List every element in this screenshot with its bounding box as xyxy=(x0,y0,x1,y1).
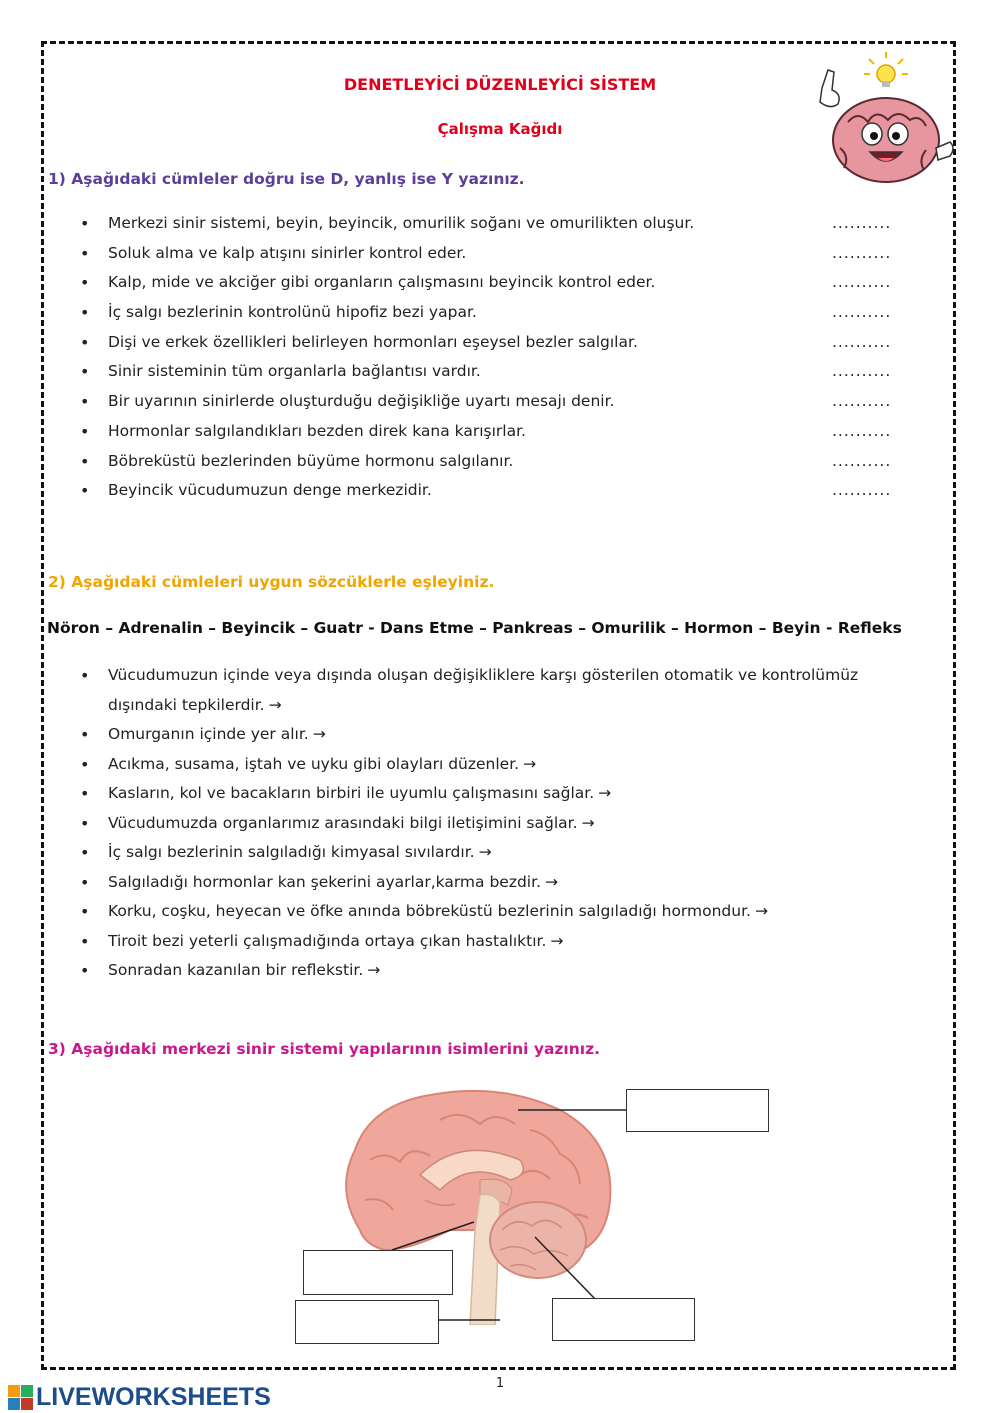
answer-arrow[interactable]: → xyxy=(545,872,558,891)
list-item: • Sonradan kazanılan bir reflekstir. → xyxy=(78,956,928,986)
logo-blocks-icon xyxy=(8,1385,34,1411)
answer-blank[interactable]: .......... xyxy=(832,273,892,292)
word-bank: Nöron – Adrenalin – Beyincik – Guatr - Dans Etme – Pankreas – Omurilik – Hormon – Beyin - Refleks xyxy=(47,619,902,637)
list-item: • Merkezi sinir sistemi, beyin, beyincik, omurilik soğanı ve omurilikten oluşur. .......... xyxy=(78,209,938,239)
answer-arrow[interactable]: → xyxy=(312,725,326,743)
list-item: • Sinir sisteminin tüm organlarla bağlantısı vardır. .......... xyxy=(78,357,938,387)
list-item: • Beyincik vücudumuzun denge merkezidir. .......... xyxy=(78,476,938,506)
answer-box-spinal-cord[interactable] xyxy=(295,1300,439,1344)
question-1: 1) Aşağıdaki cümleler doğru ise D, yanlış ise Y yazınız. xyxy=(48,170,525,188)
liveworksheets-logo xyxy=(8,1383,271,1412)
list-item: • Hormonlar salgılandıkları bezden direk kana karışırlar. .......... xyxy=(78,417,938,447)
list-item: • Korku, coşku, heyecan ve öfke anında böbreküstü bezlerinin salgıladığı hormondur. → xyxy=(78,897,928,927)
list-item: • Soluk alma ve kalp atışını sinirler kontrol eder. .......... xyxy=(78,239,938,269)
answer-box-cerebrum[interactable] xyxy=(626,1089,769,1132)
worksheet-title: DENETLEYİCİ DÜZENLEYİCİ SİSTEM xyxy=(343,75,657,94)
brand-name: LIVEWORKSHEETS xyxy=(36,1383,271,1411)
answer-blank[interactable]: .......... xyxy=(832,392,892,411)
list-item: • Salgıladığı hormonlar kan şekerini ayarlar,karma bezdir. → xyxy=(78,868,928,898)
answer-arrow[interactable]: → xyxy=(581,813,595,832)
answer-arrow[interactable]: → xyxy=(523,754,537,773)
answer-arrow[interactable]: → xyxy=(367,961,381,979)
answer-box-cerebellum[interactable] xyxy=(552,1298,695,1341)
list-item: • Vücudumuzda organlarımız arasındaki bilgi iletişimini sağlar. → xyxy=(78,809,928,839)
list-item: • Tiroit bezi yeterli çalışmadığında ortaya çıkan hastalıktır. → xyxy=(78,927,928,957)
list-item: • Vücudumuzun içinde veya dışında oluşan değişikliklere karşı gösterilen otomatik ve kontrolümüz dışındaki tepkilerdir. → xyxy=(78,661,928,720)
list-item: • İç salgı bezlerinin salgıladığı kimyasal sıvılardır. → xyxy=(78,838,928,868)
list-item: • İç salgı bezlerinin kontrolünü hipofiz bezi yapar. .......... xyxy=(78,298,938,328)
answer-blank[interactable]: .......... xyxy=(832,332,892,351)
question-2: 2) Aşağıdaki cümleleri uygun sözcüklerle eşleyiniz. xyxy=(48,573,495,591)
answer-blank[interactable]: .......... xyxy=(832,303,892,322)
answer-arrow[interactable]: → xyxy=(550,931,564,950)
question-3: 3) Aşağıdaki merkezi sinir sistemi yapılarının isimlerini yazınız. xyxy=(48,1040,601,1058)
list-item: • Kalp, mide ve akciğer gibi organların çalışmasını beyincik kontrol eder. .......... xyxy=(78,268,938,298)
answer-blank[interactable]: .......... xyxy=(832,481,892,500)
page-number: 1 xyxy=(495,1376,505,1391)
list-item: • Bir uyarının sinirlerde oluşturduğu değişikliğe uyartı mesajı denir. .......... xyxy=(78,387,938,417)
list-item: • Kasların, kol ve bacakların birbiri ile uyumlu çalışmasını sağlar. → xyxy=(78,779,928,809)
answer-blank[interactable]: .......... xyxy=(832,214,892,232)
list-item: • Dişi ve erkek özellikleri belirleyen hormonları eşeysel bezler salgılar. .......... xyxy=(78,328,938,358)
answer-blank[interactable]: .......... xyxy=(832,243,892,262)
answer-arrow[interactable]: → xyxy=(478,843,492,861)
answer-blank[interactable]: .......... xyxy=(832,451,892,470)
worksheet-subtitle: Çalışma Kağıdı xyxy=(437,120,563,138)
list-item: • Böbreküstü bezlerinden büyüme hormonu salgılanır. .......... xyxy=(78,447,938,477)
answer-blank[interactable]: .......... xyxy=(832,421,892,440)
answer-arrow[interactable]: → xyxy=(754,902,768,920)
answer-box-medulla[interactable] xyxy=(303,1250,453,1295)
list-item: • Omurganın içinde yer alır. → xyxy=(78,720,928,750)
answer-arrow[interactable]: → xyxy=(268,695,282,714)
list-item: • Acıkma, susama, iştah ve uyku gibi olayları düzenler. → xyxy=(78,750,928,780)
answer-blank[interactable]: .......... xyxy=(832,362,892,381)
answer-arrow[interactable]: → xyxy=(598,784,612,802)
